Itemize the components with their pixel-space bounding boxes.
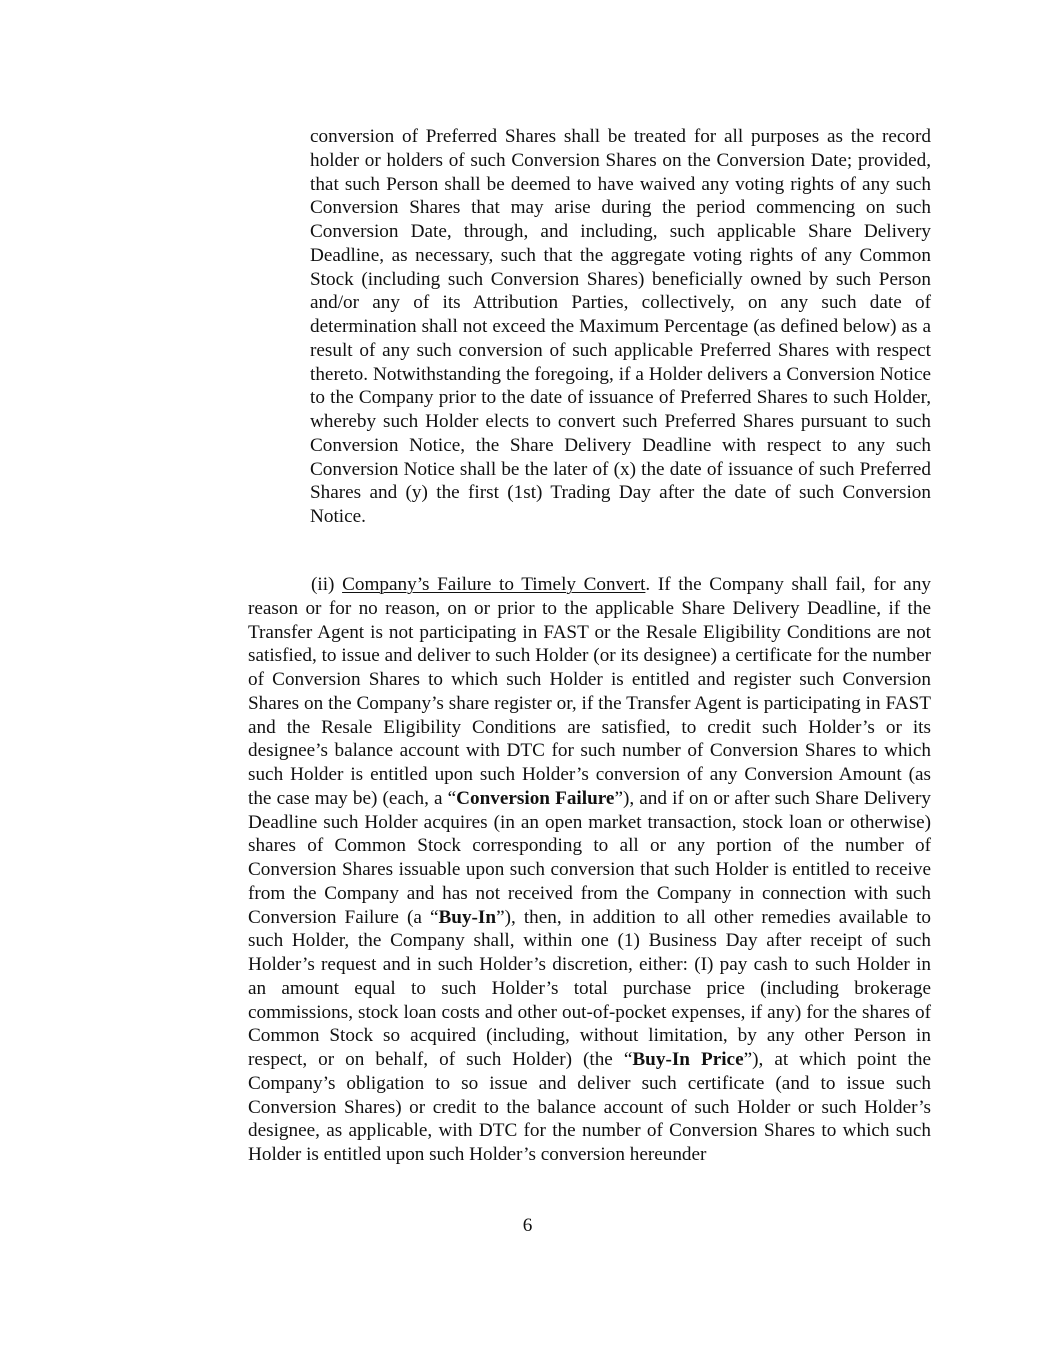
section-number: (ii)	[311, 574, 335, 595]
defined-term-buy-in-price: Buy-In Price	[632, 1049, 744, 1070]
paragraph-section-ii	[248, 573, 931, 1167]
page-number: 6	[522, 1215, 533, 1236]
body-text-segment: ”), and if on or after such Share Delivery Deadline such Holder acquires (in an open market transaction, stock loan or otherwise) shares of Common Stock corresponding to all or any portion of the number of Conversion Shares issuable upon such conversion that such Holder is entitled to receive from the Company and has not received from the Company in connection with such Conversion Failure (a “	[248, 787, 931, 928]
section-heading: Company’s Failure to Timely Convert	[342, 574, 646, 595]
paragraph-continuation: conversion of Preferred Shares shall be treated for all purposes as the record holder or holders of such Conversion Shares on the Conversion Date; provided, that such Person shall be deemed to have waived any voting rights of any such Conversion Shares that may arise during the period commencing on such Conversion Date, through, and including, such applicable Share Delivery Deadline, as necessary, such that the aggregate voting rights of any Common Stock (including such Conversion Shares) beneficially owned by such Person and/or any of its Attribution Parties, collectively, on any such date of determination shall not exceed the Maximum Percentage (as defined below) as a result of any such conversion of such applicable Preferred Shares with respect thereto. Notwithstanding the foregoing, if a Holder delivers a Conversion Notice to the Company prior to the date of issuance of Preferred Shares to such Holder, whereby such Holder elects to convert such Preferred Shares pursuant to such Conversion Notice, the Share Delivery Deadline with respect to any such Conversion Notice shall be the later of (x) the date of issuance of such Preferred Shares and (y) the first (1st) Trading Day after the date of such Conversion Notice.	[310, 126, 931, 527]
body-text-segment: ”), at which point the Company’s obligation to so issue and deliver such certificate (and to issue such Conversion Shares) or credit to the balance account of such Holder or such Holder’s designee, as applicable, with DTC for the number of Conversion Shares to which such Holder is entitled upon such Holder’s conversion hereunder	[248, 1049, 931, 1165]
section-heading-period: .	[645, 574, 651, 595]
body-text-segment: If the Company shall fail, for any reason or for no reason, on or prior to the applicable Share Delivery Deadline, if the Transfer Agent is not participating in FAST or the Resale Eligibility Conditions are not satisfied, to issue and deliver to such Holder (or its designee) a certificate for the number of Conversion Shares to which such Holder is entitled and register such Conversion Shares on the Company’s share register or, if the Transfer Agent is participating in FAST and the Resale Eligibility Conditions are satisfied, to credit such Holder’s or its designee’s balance account with DTC for such number of Conversion Shares to which such Holder is entitled upon such Holder’s conversion of any Conversion Amount (as the case may be) (each, a “	[248, 574, 932, 809]
body-text-segment: ”), then, in addition to all other remedies available to such Holder, the Company shall, within one (1) Business Day after receipt of such Holder’s request and in such Holder’s discretion, either: (I) pay cash to such Holder in an amount equal to such Holder’s total purchase price (including brokerage commissions, stock loan costs and other out-of-pocket expenses, if any) for the shares of Common Stock so acquired (including, without limitation, by any other Person in respect, or on behalf, of such Holder) (the “	[248, 906, 932, 1070]
defined-term-buy-in: Buy-In	[438, 906, 497, 928]
defined-term-conversion-failure: Conversion Failure	[456, 787, 615, 809]
